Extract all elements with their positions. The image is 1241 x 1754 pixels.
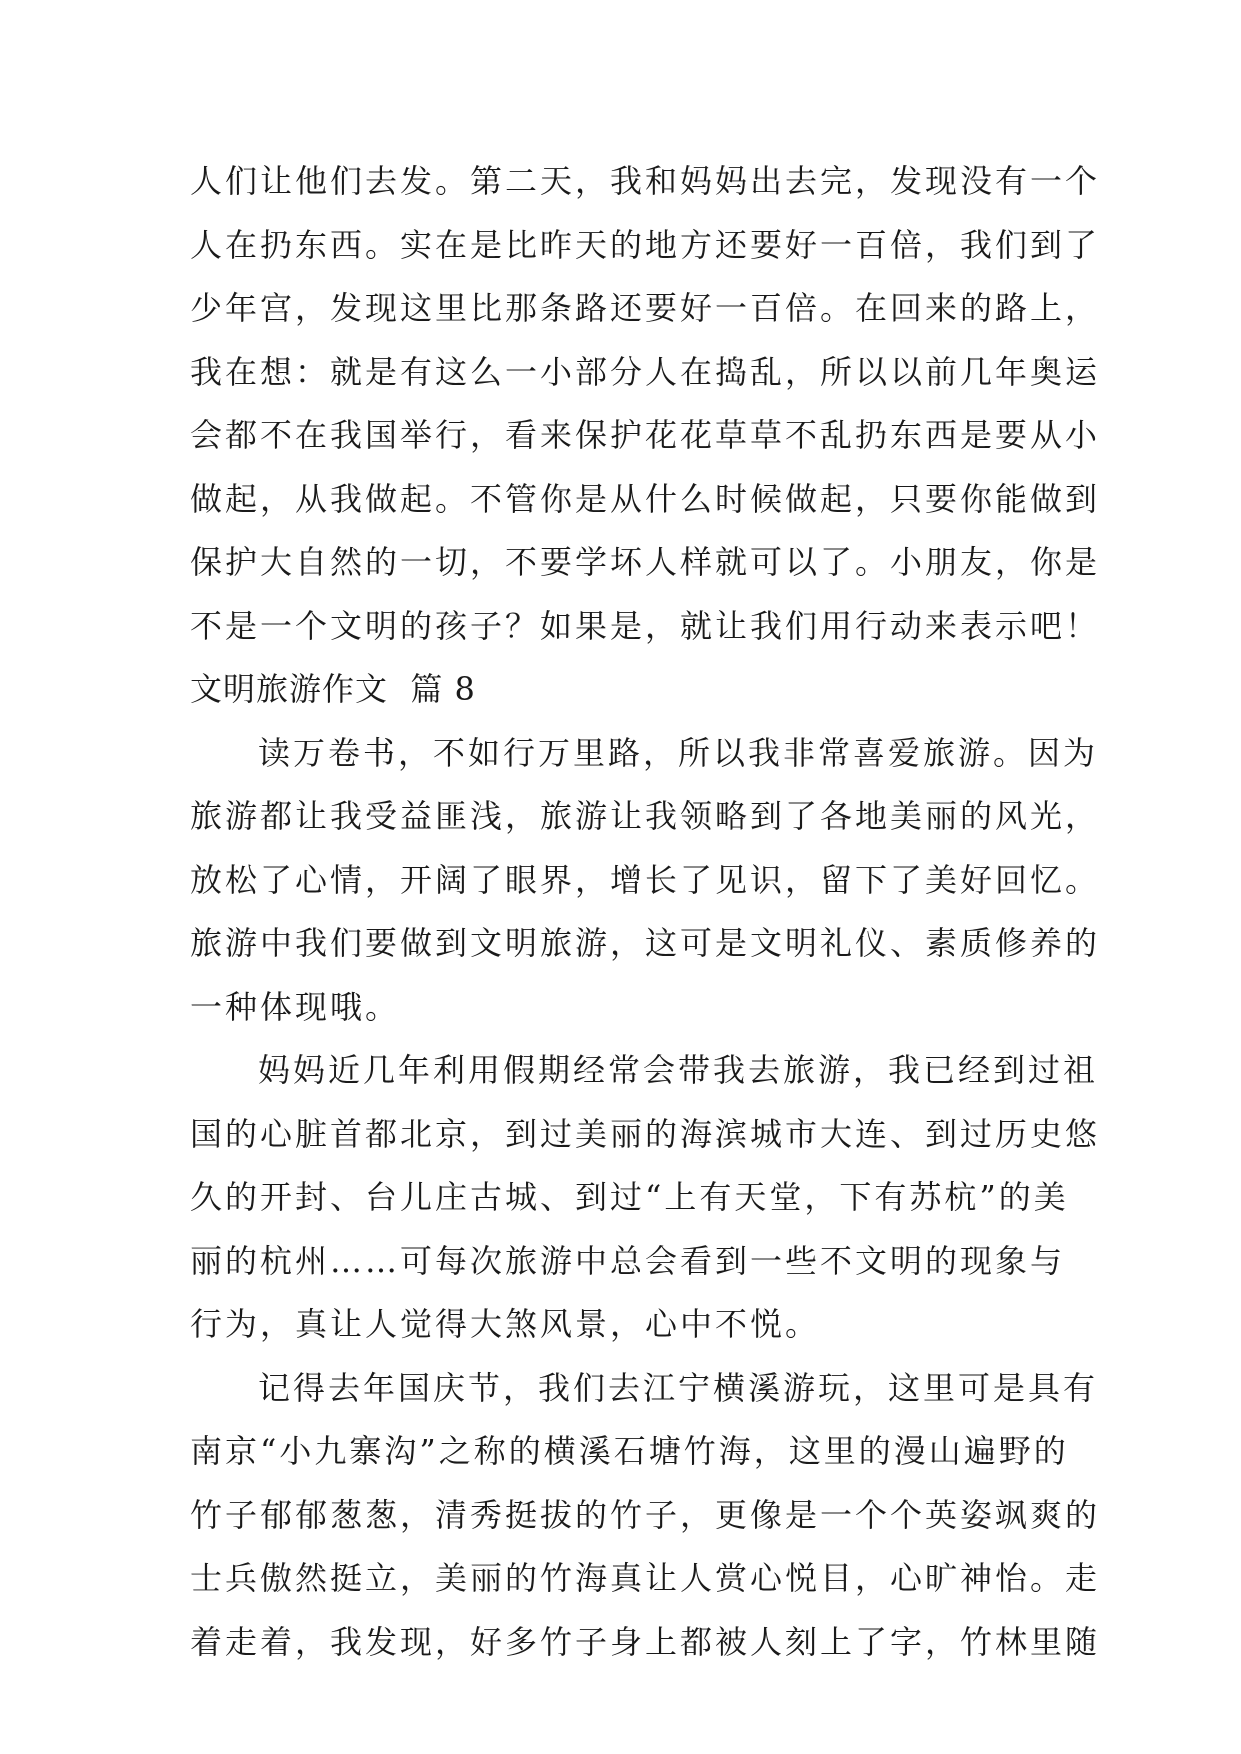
text-line: 不是一个文明的孩子？如果是，就让我们用行动来表示吧！ [190, 606, 1101, 645]
paragraph-first-line: 妈妈近几年利用假期经常会带我去旅游，我已经到过祖 [258, 1051, 1099, 1089]
text-line: 着走着，我发现，好多竹子身上都被人刻上了字，竹林里随 [190, 1622, 1101, 1661]
text-line: 久的开封、台儿庄古城、到过“上有天堂，下有苏杭”的美 [190, 1178, 1069, 1216]
text-line: 保护大自然的一切，不要学坏人样就可以了。小朋友，你是 [190, 543, 1101, 581]
text-line: 国的心脏首都北京，到过美丽的海滨城市大连、到过历史悠 [190, 1114, 1101, 1153]
text-line: 行为，真让人觉得大煞风景，心中不悦。 [190, 1305, 821, 1343]
text-line: 人在扔东西。实在是比昨天的地方还要好一百倍，我们到了 [190, 225, 1101, 264]
text-line: 我在想：就是有这么一小部分人在捣乱，所以以前几年奥运 [190, 352, 1101, 391]
text-line: 南京“小九寨沟”之称的横溪石塘竹海，这里的漫山遍野的 [190, 1432, 1069, 1470]
text-line: 一种体现哦。 [190, 987, 401, 1026]
text-line: 少年宫，发现这里比那条路还要好一百倍。在回来的路上， [190, 289, 1101, 327]
section-heading: 文明旅游作文 篇 8 [190, 670, 476, 708]
paragraph-first-line: 记得去年国庆节，我们去江宁横溪游玩，这里可是具有 [258, 1368, 1099, 1407]
text-line: 会都不在我国举行，看来保护花花草草不乱扔东西是要从小 [190, 416, 1101, 454]
text-line: 竹子郁郁葱葱，清秀挺拔的竹子，更像是一个个英姿飒爽的 [190, 1495, 1101, 1534]
paragraph-first-line: 读万卷书，不如行万里路，所以我非常喜爱旅游。因为 [258, 733, 1099, 772]
text-line: 士兵傲然挺立，美丽的竹海真让人赏心悦目，心旷神怡。走 [190, 1559, 1101, 1597]
text-line: 旅游中我们要做到文明旅游，这可是文明礼仪、素质修养的 [190, 924, 1101, 962]
document-body [190, 150, 1101, 1674]
text-line: 旅游都让我受益匪浅，旅游让我领略到了各地美丽的风光， [190, 797, 1101, 835]
text-line: 人们让他们去发。第二天，我和妈妈出去完，发现没有一个 [190, 162, 1101, 200]
text-line: 做起，从我做起。不管你是从什么时候做起，只要你能做到 [190, 479, 1101, 518]
text-line: 放松了心情，开阔了眼界，增长了见识，留下了美好回忆。 [190, 860, 1101, 899]
text-line: 丽的杭州……可每次旅游中总会看到一些不文明的现象与 [190, 1241, 1066, 1280]
